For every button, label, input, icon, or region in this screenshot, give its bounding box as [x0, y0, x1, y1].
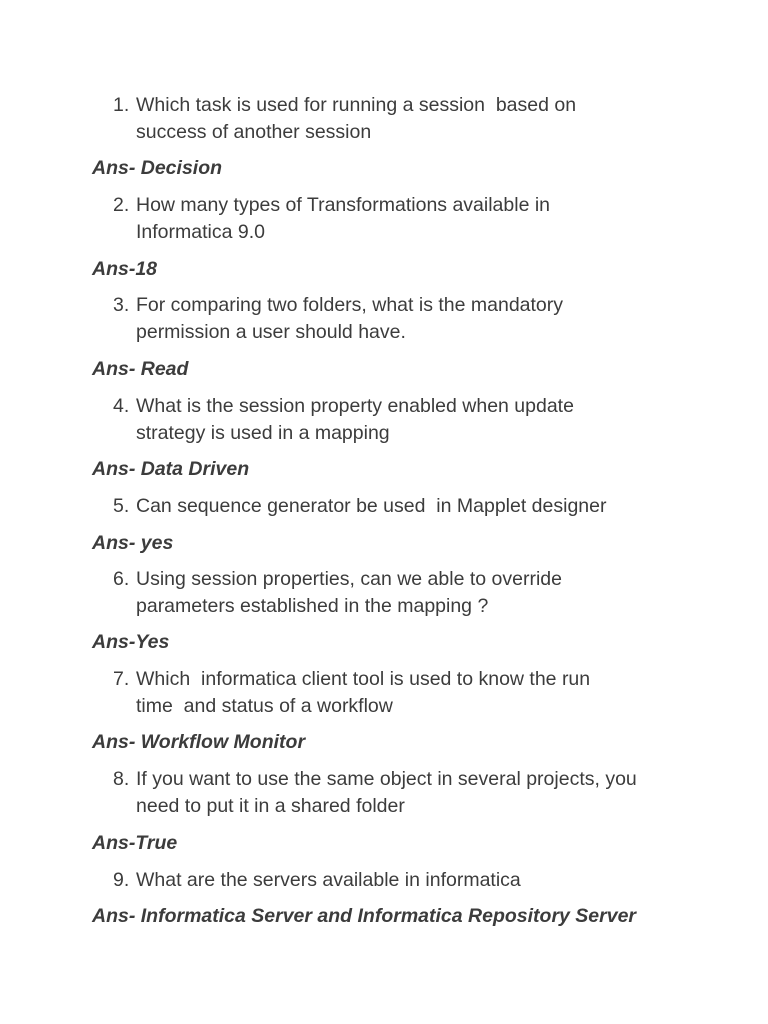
question-5	[113, 493, 713, 520]
answer-8: Ans-True	[92, 832, 178, 854]
question-number: 4.	[113, 395, 130, 417]
question-number: 7.	[113, 668, 130, 690]
question-7	[113, 666, 713, 719]
answer-7: Ans- Workflow Monitor	[92, 731, 306, 753]
answer-2: Ans-18	[92, 258, 158, 280]
question-text: What are the servers available in informatica	[136, 869, 521, 891]
question-text: For comparing two folders, what is the mandatory permission a user should have.	[136, 294, 564, 343]
answer-9: Ans- Informatica Server and Informatica Repository Server	[92, 905, 637, 927]
question-number: 2.	[113, 194, 130, 216]
question-6	[113, 566, 713, 619]
answer-6: Ans-Yes	[92, 631, 170, 653]
question-2	[113, 192, 713, 245]
question-number: 6.	[113, 568, 130, 590]
question-text: Which informatica client tool is used to know the run time and status of a workflow	[136, 668, 591, 717]
answer-4: Ans- Data Driven	[92, 458, 250, 480]
question-text: Can sequence generator be used in Mapplet designer	[136, 495, 607, 517]
question-number: 1.	[113, 94, 130, 116]
question-4	[113, 393, 713, 446]
question-number: 8.	[113, 768, 130, 790]
answer-1: Ans- Decision	[92, 157, 223, 179]
question-8	[113, 766, 713, 819]
question-3	[113, 292, 713, 345]
question-text: How many types of Transformations available in Informatica 9.0	[136, 194, 551, 243]
answer-5: Ans- yes	[92, 532, 174, 554]
question-text: What is the session property enabled when update strategy is used in a mapping	[136, 395, 574, 444]
question-1	[113, 92, 713, 145]
question-number: 3.	[113, 294, 130, 316]
question-text: Using session properties, can we able to override parameters established in the mapping ?	[136, 568, 562, 617]
question-text: Which task is used for running a session based on success of another session	[136, 94, 577, 143]
answer-3: Ans- Read	[92, 358, 189, 380]
question-9	[113, 867, 713, 894]
question-text: If you want to use the same object in several projects, you need to put it in a shared folder	[136, 768, 637, 817]
question-number: 5.	[113, 495, 130, 517]
question-number: 9.	[113, 869, 130, 891]
